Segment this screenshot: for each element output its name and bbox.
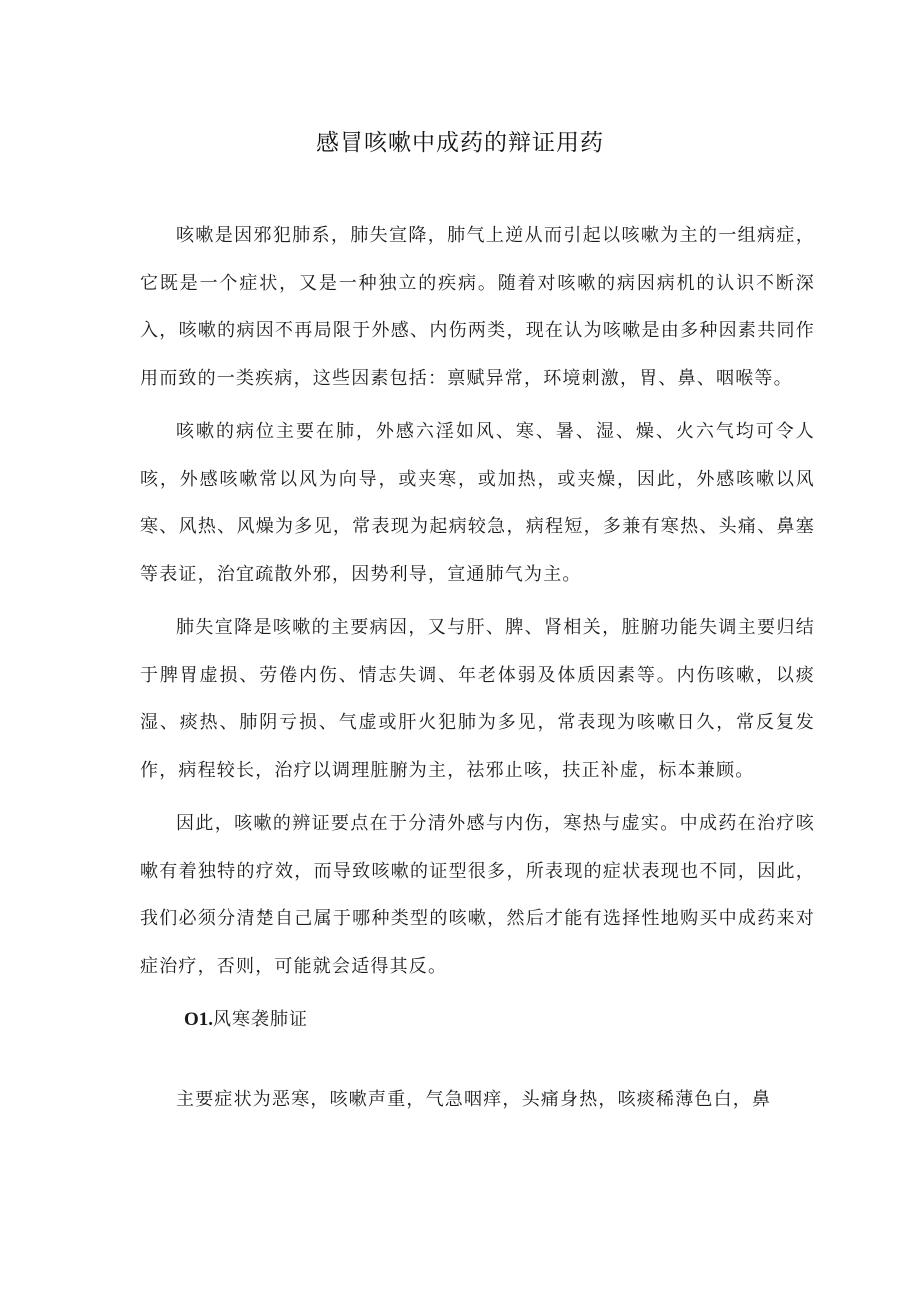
section-title: 风寒袭肺证 <box>213 1009 309 1030</box>
section-spacer <box>140 1043 815 1076</box>
paragraph-internal-cough: 肺失宣降是咳嗽的主要病因，又与肝、脾、肾相关，脏腑功能失调主要归结于脾胃虚损、劳倦内伤、情志失调、年老体弱及体质因素等。内伤咳嗽，以痰湿、痰热、肺阴亏损、气虚或肝火犯肺为多见，常表现为咳嗽日久，常反复发作，病程较长，治疗以调理脏腑为主，祛邪止咳，扶正补虚，标本兼顾。 <box>140 617 815 781</box>
document-title: 感冒咳嗽中成药的辩证用药 <box>316 130 604 156</box>
paragraph-cough-definition: 咳嗽是因邪犯肺系，肺失宣降，肺气上逆从而引起以咳嗽为主的一组病症，它既是一个症状，又是一种独立的疾病。随着对咳嗽的病因病机的认识不断深入，咳嗽的病因不再局限于外感、内伤两类，现在认为咳嗽是由多种因素共同作用而致的一类疾病，这些因素包括：禀赋异常，环境刺激，胃、鼻、咽喉等。 <box>140 225 815 389</box>
section-heading <box>140 996 815 1043</box>
paragraph-symptoms: 主要症状为恶寒，咳嗽声重，气急咽痒，头痛身热，咳痰稀薄色白，鼻 <box>176 1089 772 1110</box>
paragraph-diagnosis-summary: 因此，咳嗽的辨证要点在于分清外感与内伤，寒热与虚实。中成药在治疗咳嗽有着独特的疗效，而导致咳嗽的证型很多，所表现的症状表现也不同，因此，我们必须分清楚自己属于哪种类型的咳嗽，然后才能有选择性地购买中成药来对症治疗，否则，可能就会适得其反。 <box>140 813 815 977</box>
paragraph-external-cough: 咳嗽的病位主要在肺，外感六淫如风、寒、暑、湿、燥、火六气均可令人咳，外感咳嗽常以风为向导，或夹寒，或加热，或夹燥，因此，外感咳嗽以风寒、风热、风燥为多见，常表现为起病较急，病程短，多兼有寒热、头痛、鼻塞等表证，治宜疏散外邪，因势利导，宣通肺气为主。 <box>140 421 815 585</box>
section-number: O1. <box>184 1009 214 1030</box>
document-body <box>140 212 815 1130</box>
